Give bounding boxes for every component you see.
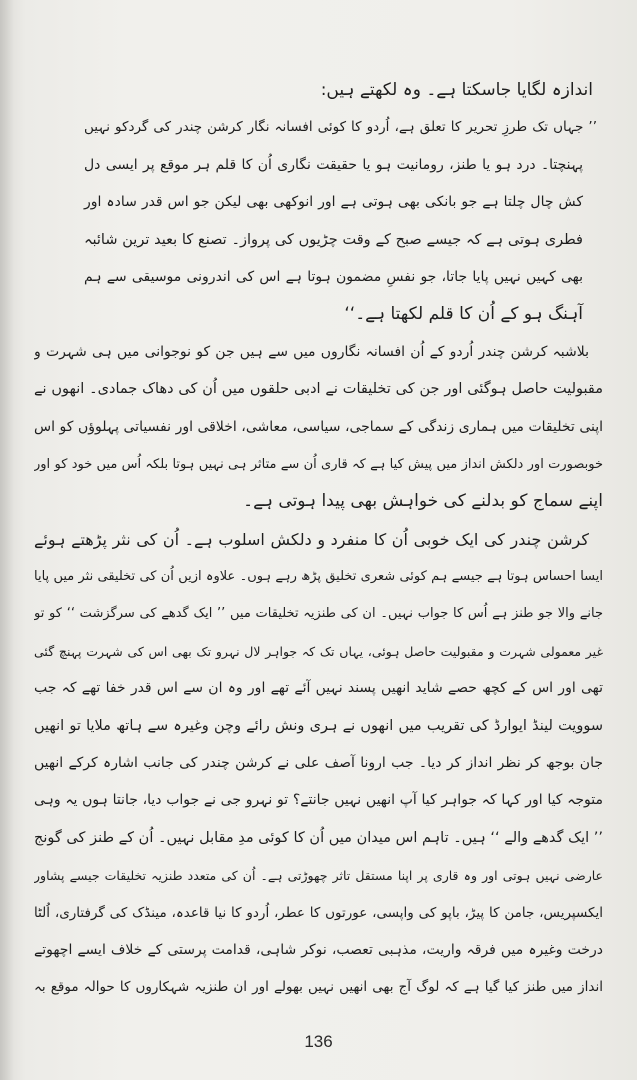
text-line: خوبصورت اور دلکش انداز میں پیش کیا ہے کہ قاری اُن سے متاثر ہی نہیں ہوتا بلکہ اُس میں خود کو اور bbox=[34, 456, 603, 472]
text-line: کرشن چندر کی ایک خوبی اُن کا منفرد و دلکش اسلوب ہے۔ اُن کی نثر پڑھتے ہوئے bbox=[34, 529, 589, 549]
text-line: کش چال چلتا ہے جو بانکی بھی ہوتی ہے اور انوکھی بھی لیکن جو اس قدر سادہ اور bbox=[84, 194, 583, 211]
text-line: ’’ ایک گدھے والے ‘‘ ہیں۔ تاہم اس میدان میں اُن کا کوئی مدِ مقابل نہیں۔ اُن کے طنز کی گونج bbox=[34, 829, 603, 846]
text-line: سوویت لینڈ ایوارڈ کی تقریب میں انھوں نے ہری ونش رائے وچن وغیرہ سے ہاتھ ملایا تو انھیں bbox=[34, 717, 603, 734]
text-line: جان بوجھ کر نظر انداز کر دیا۔ جب ارونا آصف علی نے کرشن چندر کی جانب اشارہ کرکے انھیں bbox=[34, 755, 603, 772]
text-line: درخت وغیرہ میں فرقہ واریت، مذہبی تعصب، نوکر شاہی، قدامت پرستی کے خلاف ایسے اچھوتے bbox=[34, 941, 603, 958]
text-line: اپنے سماج کو بدلنے کی خواہش بھی پیدا ہوتی ہے۔ bbox=[243, 491, 603, 512]
text-line: غیر معمولی شہرت و مقبولیت حاصل ہوئی، یہاں تک کہ جواہر لال نہرو تک بھی اس کی شہرت پہنچ گئی bbox=[34, 643, 603, 659]
text-line: آہنگ ہو کے اُن کا قلم لکھتا ہے۔‘‘ bbox=[344, 304, 583, 325]
text-line: مقبولیت حاصل ہوگئی اور جن کی تخلیقات نے ادبی حلقوں میں اُن کی دھاک جمادی۔ انھوں نے bbox=[34, 381, 603, 398]
text-line: اندازہ لگایا جاسکتا ہے۔ وہ لکھتے ہیں: bbox=[320, 80, 593, 100]
text-line: متوجہ کیا اور کہا کہ جواہر کیا آپ انھیں نہیں جانتے؟ تو نہرو جی نے جواب دیا، جانتا ہوں یہ وہی bbox=[34, 792, 603, 809]
text-line: اپنی تخلیقات میں ہماری زندگی کے سماجی، سیاسی، معاشی، اخلاقی اور نفسیاتی پہلوؤں کو اس bbox=[34, 418, 603, 435]
page-text-block bbox=[34, 72, 603, 1007]
text-line: پہنچتا۔ درد ہو یا طنز، رومانیت ہو یا حقیقت نگاری اُن کا قلم ہر موقع پر ایسی دل bbox=[84, 156, 583, 173]
text-line: بھی کہیں نہیں پایا جاتا، جو نفسِ مضمون ہوتا ہے اس کی اندرونی موسیقی سے ہم bbox=[84, 268, 583, 285]
text-line: انداز میں طنز کیا گیا ہے کہ لوگ آج بھی انھیں نہیں بھولے اور ان طنزیہ شہکاروں کا حوالہ موقع بہ bbox=[34, 979, 603, 996]
text-line: عارضی نہیں ہوتی اور وہ قاری پر اپنا مستقل تاثر چھوڑتی ہے۔ اُن کی متعدد طنزیہ تخلیقات جیسے پشاور bbox=[34, 868, 603, 884]
text-line: فطری ہوتی ہے کہ جیسے صبح کے وقت چڑیوں کی پرواز۔ تصنع کا بعید ترین شائبہ bbox=[84, 231, 583, 248]
page-binding-shadow bbox=[0, 0, 14, 1080]
text-line: ’’ جہاں تک طرزِ تحریر کا تعلق ہے، اُردو کا کوئی افسانہ نگار کرشن چندر کی گردکو نہیں bbox=[84, 119, 597, 136]
text-line: تھی اور اس کے کچھ حصے شاید انھیں پسند نہیں آئے تھے اور وہ ان سے اس قدر خفا تھے کہ جب bbox=[34, 680, 603, 697]
text-line: جانے والا جو طنز ہے اُس کا جواب نہیں۔ ان کی طنزیہ تخلیقات میں ’’ ایک گدھے کی سرگزشت ‘‘ کو تو bbox=[34, 606, 603, 622]
page-number: 136 bbox=[304, 1032, 333, 1051]
text-line: ایسا احساس ہوتا ہے جیسے ہم کوئی شعری تخلیق پڑھ رہے ہوں۔ علاوہ ازیں اُن کی تخلیقی نثر میں پایا bbox=[34, 569, 603, 585]
text-line: ایکسپریس، جامن کا پیڑ، باپو کی واپسی، عورتوں کا عطر، اُردو کا نیا قاعدہ، مینڈک کی گرفتاری، اُلٹا bbox=[34, 904, 603, 921]
text-line: بلاشبہ کرشن چندر اُردو کے اُن افسانہ نگاروں میں سے ہیں جن کو نوجوانی میں ہی شہرت و bbox=[34, 343, 589, 360]
